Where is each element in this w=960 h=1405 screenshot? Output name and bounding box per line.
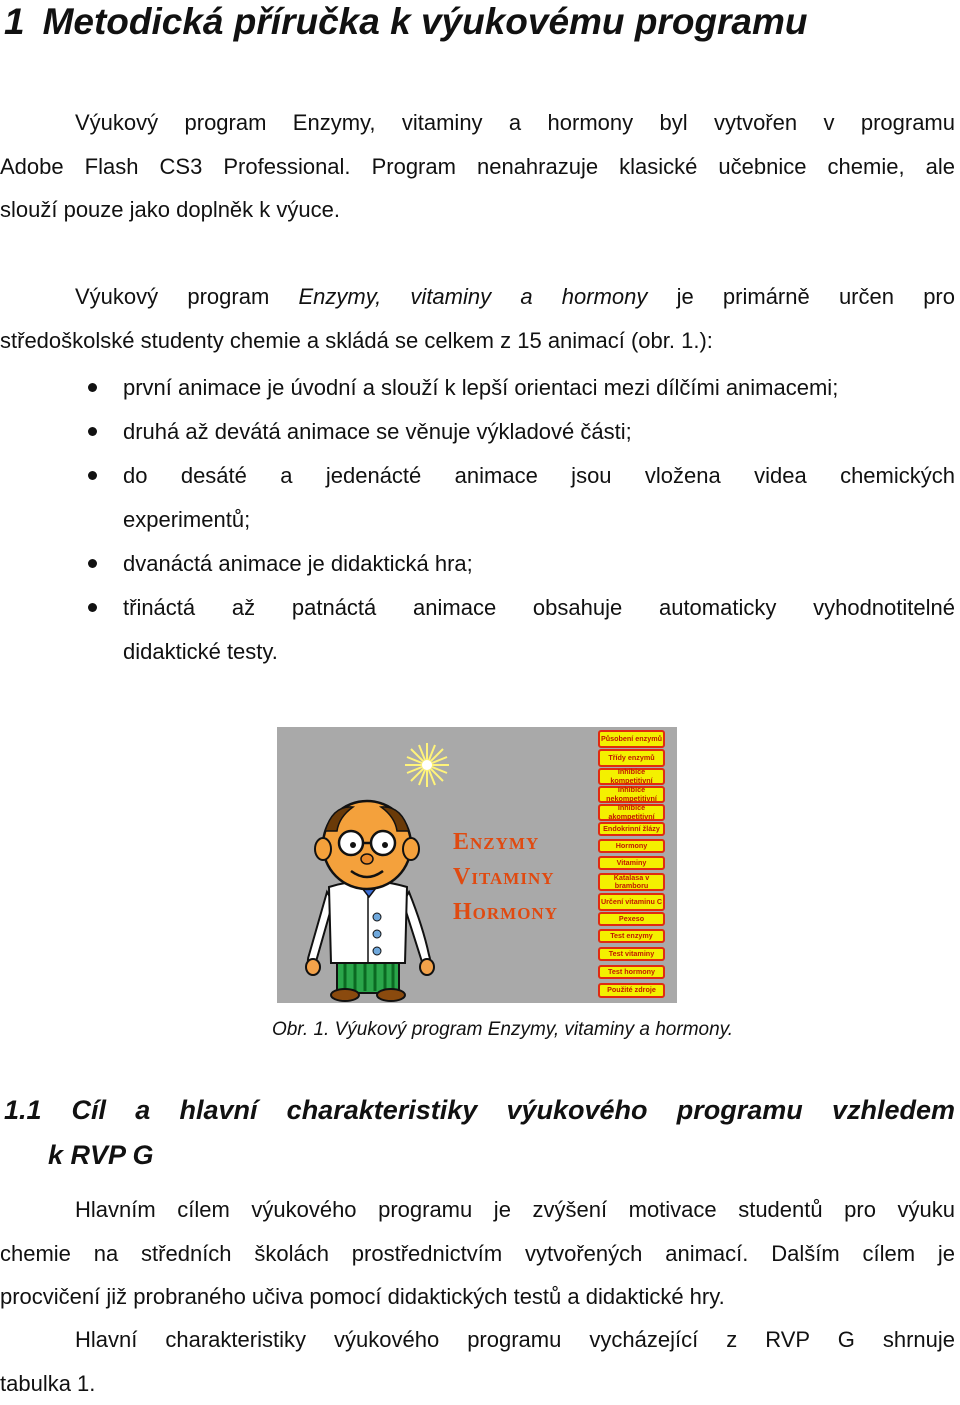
menu-button-test-vitaminy[interactable]: Test vitaminy [598, 947, 665, 961]
section-title-line-2: k RVP G [4, 1133, 955, 1178]
program-title [453, 825, 603, 929]
bullet-icon [88, 471, 97, 480]
menu-button-pexeso[interactable]: Pexeso [598, 912, 665, 926]
menu-button-endokrinni-zlazy[interactable]: Endokrinní žlázy [598, 822, 665, 836]
overview-line-1b: je primárně určen pro [647, 284, 955, 309]
menu-button-vitaminy[interactable]: Vitaminy [598, 856, 665, 870]
goal-line-3: procvičení již probraného učiva pomocí didaktických testů a didaktické hry. [0, 1275, 955, 1319]
overview-line-1a: Výukový program [75, 284, 299, 309]
menu-button-pouzite-zdroje[interactable]: Použité zdroje [598, 983, 665, 998]
intro-paragraph [0, 101, 955, 232]
summary-line-2: tabulka 1. [0, 1362, 955, 1405]
goal-line-1: Hlavním cílem výukového programu je zvýšení motivace studentů pro výuku [75, 1197, 955, 1222]
intro-line-1: Výukový program Enzymy, vitaminy a hormony byl vytvořen v programu [75, 110, 955, 135]
chapter-heading [4, 0, 808, 44]
menu-button-pusobeni-enzymu[interactable]: Působení enzymů [598, 730, 665, 748]
section-heading [4, 1088, 955, 1178]
bullet-icon [88, 559, 97, 568]
list-item: třináctá až patnáctá animace obsahuje automaticky vyhodnotitelné didaktické testy. [0, 586, 955, 674]
list-item: dvanáctá animace je didaktická hra; [0, 542, 955, 586]
scientist-illustration-icon [277, 727, 457, 1003]
animation-list [0, 366, 955, 674]
menu-button-urceni-vitaminu-c[interactable]: Určení vitaminu C [598, 893, 665, 911]
menu-button-test-enzymy[interactable]: Test enzymy [598, 929, 665, 943]
summary-paragraph [0, 1318, 955, 1405]
bullet-icon [88, 427, 97, 436]
program-name-italic: Enzymy, vitaminy a hormony [299, 284, 648, 309]
menu-button-inhibice-akompetitivni[interactable]: Inhibice akompetitivní [598, 804, 665, 821]
chapter-title: Metodická příručka k výukovému programu [43, 1, 808, 42]
menu-button-tridy-enzymu[interactable]: Třídy enzymů [598, 749, 665, 767]
list-item: první animace je úvodní a slouží k lepší orientaci mezi dílčími animacemi; [0, 366, 955, 410]
goal-paragraph [0, 1188, 955, 1319]
menu-button-test-hormony[interactable]: Test hormony [598, 965, 665, 979]
intro-line-2: Adobe Flash CS3 Professional. Program nenahrazuje klasické učebnice chemie, ale [0, 145, 955, 189]
intro-line-3: slouží pouze jako doplněk k výuce. [0, 188, 955, 232]
menu-button-hormony[interactable]: Hormony [598, 839, 665, 853]
title-hormony: Hormony [453, 895, 603, 929]
section-number: 1.1 [4, 1095, 42, 1125]
list-item: do desáté a jedenácté animace jsou vložena videa chemických experimentů; [0, 454, 955, 542]
menu-button-inhibice-kompetitivni[interactable]: Inhibice kompetitivní [598, 768, 665, 785]
list-item: druhá až devátá animace se věnuje výkladové části; [0, 410, 955, 454]
overview-line-2: středoškolské studenty chemie a skládá se celkem z 15 animací (obr. 1.): [0, 319, 955, 363]
goal-line-2: chemie na středních školách prostřednictvím vytvořených animací. Dalším cílem je [0, 1232, 955, 1276]
menu-button-inhibice-nekompetitivni[interactable]: Inhibice nekompetitivní [598, 786, 665, 803]
title-vitaminy: Vitaminy [453, 859, 603, 895]
overview-paragraph [0, 275, 955, 362]
chapter-number: 1 [4, 1, 25, 42]
figure-caption: Obr. 1. Výukový program Enzymy, vitaminy a hormony. [0, 1015, 960, 1045]
title-enzymy: Enzymy [453, 825, 603, 859]
summary-line-1: Hlavní charakteristiky výukového programu vycházející z RVP G shrnuje [75, 1327, 955, 1352]
bullet-icon [88, 603, 97, 612]
section-title-line-1: Cíl a hlavní charakteristiky výukového programu vzhledem [72, 1095, 955, 1125]
program-screenshot-figure [277, 727, 677, 1003]
menu-button-katalasa-v-bramboru[interactable]: Katalasa v bramboru [598, 873, 665, 891]
bullet-icon [88, 383, 97, 392]
